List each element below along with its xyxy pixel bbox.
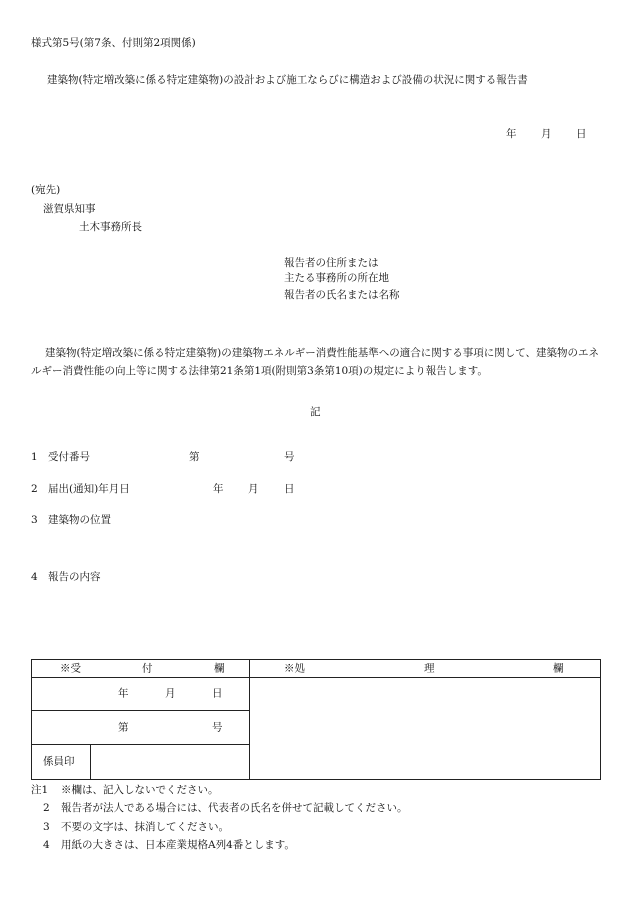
reception-header: [32, 660, 250, 678]
item-num: 3: [31, 514, 38, 526]
note-num: 注1: [31, 784, 49, 796]
item-dai: 第: [189, 451, 200, 463]
seal-cell[interactable]: [91, 745, 250, 780]
item-year: 年: [213, 483, 224, 495]
item-num: 2: [31, 483, 38, 495]
office-use-table: [31, 659, 601, 780]
item-label: 報告の内容: [48, 571, 101, 583]
reporter-address-line2: 主たる事務所の所在地: [284, 272, 389, 284]
processing-cell[interactable]: [250, 678, 601, 780]
note-text: ※欄は、記入しないでください。: [61, 784, 219, 796]
body-text: 建築物(特定増改築に係る特定建築物)の建築物エネルギー消費性能基準への適合に関する事項に関して、建築物のエネルギー消費性能の向上等に関する法律第21条第1項(附則第3条第10項)の規定により報告します。: [31, 347, 599, 377]
item-num: 4: [31, 571, 38, 583]
reception-mark: ※受: [60, 662, 81, 675]
addressee-office: 土木事務所長: [79, 221, 142, 233]
ki-heading: 記: [310, 406, 321, 418]
reception-year: 年: [118, 687, 129, 700]
note-text: 報告者が法人である場合には、代表者の氏名を併せて記載してください。: [61, 802, 408, 814]
date-year: 年: [506, 128, 517, 140]
addressee-label: (宛先): [31, 184, 61, 196]
reception-day: 日: [212, 687, 223, 700]
note-num: 2: [43, 802, 50, 814]
reception-month: 月: [165, 687, 176, 700]
seal-label: 係員印: [43, 755, 75, 768]
reception-number-cell[interactable]: [32, 711, 250, 745]
reporter-address-line1: 報告者の住所または: [284, 257, 379, 269]
document-title: 建築物(特定増改築に係る特定建築物)の設計および施工ならびに構造および設備の状況に関する報告書: [47, 74, 528, 86]
reception-c2: 付: [142, 662, 153, 675]
seal-label-cell: [32, 745, 91, 780]
form-id: 様式第5号(第7条、付則第2項関係): [31, 37, 196, 49]
reception-dai: 第: [118, 721, 129, 734]
processing-c3: 欄: [553, 662, 564, 675]
item-month: 月: [248, 483, 259, 495]
addressee-governor: 滋賀県知事: [43, 203, 96, 215]
reception-c3: 欄: [214, 662, 225, 675]
item-go: 号: [284, 451, 295, 463]
reception-date-cell[interactable]: [32, 678, 250, 711]
item-day: 日: [284, 483, 295, 495]
item-label: 受付番号: [48, 451, 90, 463]
date-month: 月: [541, 128, 552, 140]
reception-go: 号: [212, 721, 223, 734]
note-text: 不要の文字は、抹消してください。: [61, 821, 229, 833]
processing-c2: 理: [424, 662, 435, 675]
item-label: 建築物の位置: [48, 514, 111, 526]
processing-mark: ※処: [284, 662, 305, 675]
note-text: 用紙の大きさは、日本産業規格A列4番とします。: [61, 839, 295, 851]
item-num: 1: [31, 451, 38, 463]
note-num: 4: [43, 839, 50, 851]
note-num: 3: [43, 821, 50, 833]
date-day: 日: [576, 128, 587, 140]
item-label: 届出(通知)年月日: [48, 483, 130, 495]
reporter-name: 報告者の氏名または名称: [284, 289, 400, 301]
processing-header: [250, 660, 601, 678]
